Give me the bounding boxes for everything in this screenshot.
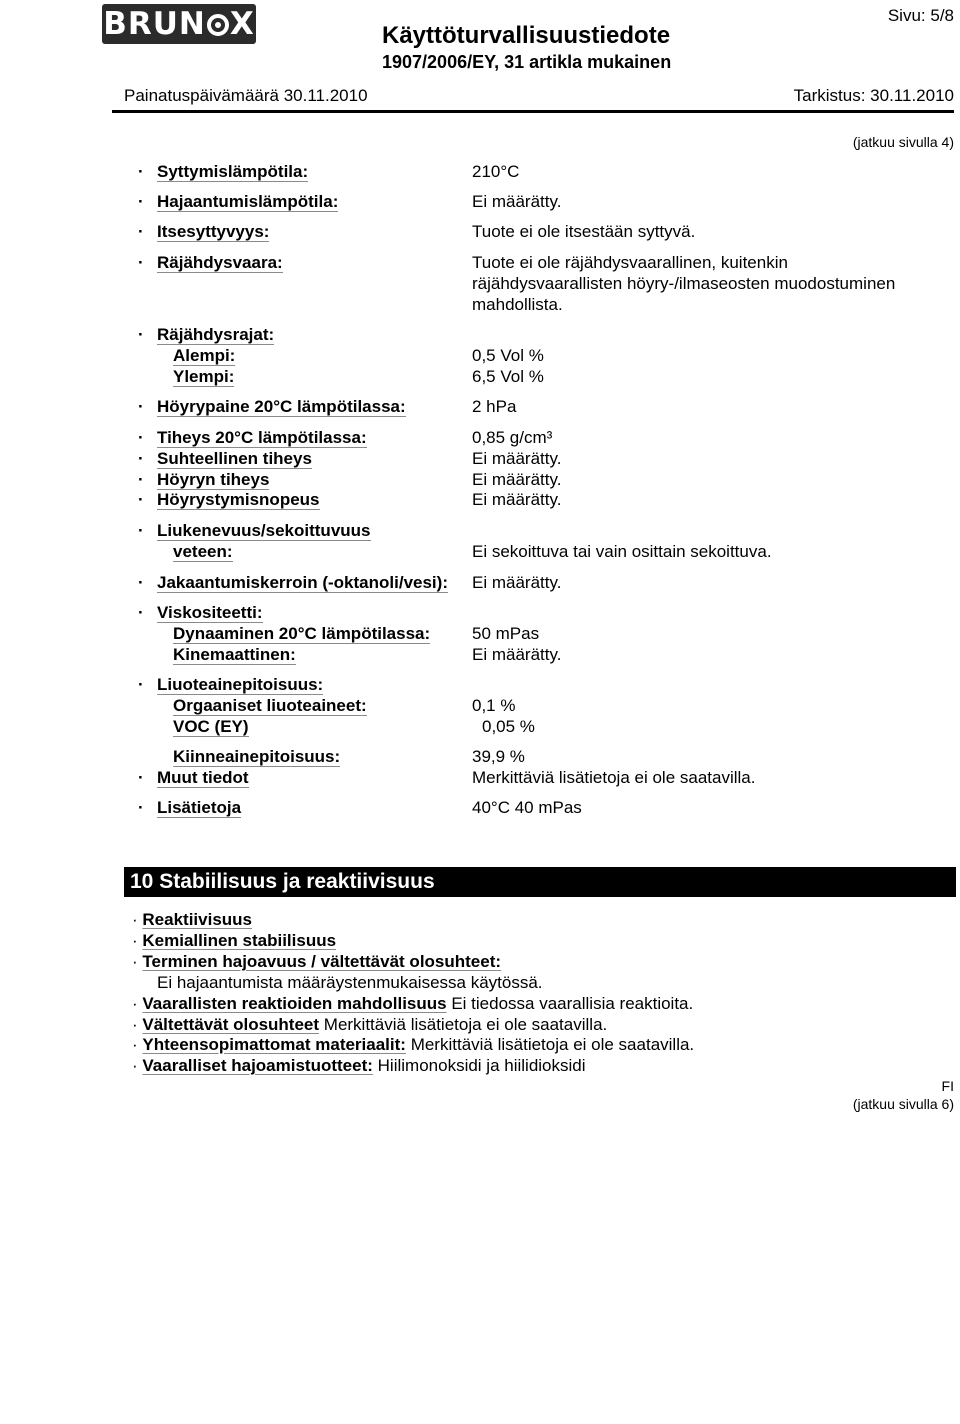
bullet: · [138, 603, 144, 622]
incompatible-materials-label: Yhteensopimattomat materiaalit: [142, 1035, 406, 1054]
partition-coefficient-value: Ei määrätty. [472, 573, 562, 592]
decomposition-products-value: Hiilimonoksidi ja hiilidioksidi [377, 1056, 586, 1075]
section-10-header: 10 Stabiilisuus ja reaktiivisuus [124, 867, 956, 897]
continued-on: (jatkuu sivulla 6) [852, 1096, 954, 1112]
bullet: · [138, 490, 144, 509]
logo-text-x: X [229, 6, 255, 42]
explosion-hazard-value-3: mahdollista. [472, 295, 563, 314]
explosion-hazard-value-1: Tuote ei ole räjähdysvaarallinen, kuitenkin [472, 253, 788, 272]
evaporation-rate-value: Ei määrätty. [472, 490, 562, 509]
vapor-density-label: Höyryn tiheys [157, 470, 270, 489]
partition-coefficient-label: Jakaantumiskerroin (-oktanoli/vesi): [157, 573, 448, 592]
solids-content-value: 39,9 % [472, 747, 525, 766]
conditions-to-avoid-value: Merkittäviä lisätietoja ei ole saatavilla. [323, 1015, 608, 1034]
language-code: FI [941, 1078, 954, 1094]
density-value: 0,85 g/cm³ [472, 428, 553, 447]
list-item [132, 1035, 694, 1055]
bullet: · [132, 1056, 143, 1075]
relative-density-value: Ei määrätty. [472, 449, 562, 468]
header-divider [112, 110, 954, 113]
bullet: · [138, 325, 144, 344]
lower-limit-label: Alempi: [173, 346, 236, 365]
vapor-pressure-label: Höyrypaine 20°C lämpötilassa: [157, 397, 406, 416]
bullet: · [132, 931, 143, 950]
explosion-hazard-value-2: räjähdysvaarallisten höyry-/ilmaseosten muodostuminen [472, 274, 896, 293]
kinematic-viscosity-value: Ei määrätty. [472, 645, 562, 664]
voc-label: VOC (EY) [173, 717, 249, 736]
list-item [132, 1056, 586, 1076]
flash-point-value: 210°C [472, 162, 520, 181]
list-item [132, 931, 336, 951]
explosion-limits-label: Räjähdysrajat: [157, 325, 275, 344]
solubility-label-1: Liukenevuus/sekoittuvuus [157, 521, 371, 540]
dynamic-viscosity-value: 50 mPas [472, 624, 540, 643]
page-number: Sivu: 5/8 [887, 6, 954, 25]
document-title: Käyttöturvallisuustiedote [382, 22, 671, 49]
bullet: · [138, 253, 144, 272]
vapor-density-value: Ei määrätty. [472, 470, 562, 489]
bullet: · [138, 573, 144, 592]
incompatible-materials-value: Merkittäviä lisätietoja ei ole saatavilla. [410, 1035, 695, 1054]
vapor-pressure-value: 2 hPa [472, 397, 517, 416]
brand-logo [102, 4, 256, 44]
relative-density-label: Suhteellinen tiheys [157, 449, 312, 468]
bullet: · [138, 397, 144, 416]
density-label: Tiheys 20°C lämpötilassa: [157, 428, 367, 447]
other-info-value: Merkittäviä lisätietoja ei ole saatavilla. [472, 768, 756, 787]
bullet: · [132, 952, 143, 971]
solids-content-label: Kiinneainepitoisuus: [173, 747, 341, 766]
evaporation-rate-label: Höyrystymisnopeus [157, 490, 320, 509]
logo-ring-icon [207, 14, 229, 36]
bullet: · [138, 449, 144, 468]
dynamic-viscosity-label: Dynaaminen 20°C lämpötilassa: [173, 624, 431, 643]
bullet: · [138, 768, 144, 787]
additional-info-label: Lisätietoja [157, 798, 242, 817]
bullet: · [132, 994, 143, 1013]
bullet: · [138, 192, 144, 211]
reactivity-label: Reaktiivisuus [142, 910, 252, 929]
lower-limit-value: 0,5 Vol % [472, 346, 544, 365]
decomposition-temp-label: Hajaantumislämpötila: [157, 192, 339, 211]
kinematic-viscosity-label: Kinemaattinen: [173, 645, 296, 664]
bullet: · [138, 428, 144, 447]
logo-text-bru: BRUN [103, 6, 206, 42]
bullet: · [138, 162, 144, 181]
thermal-decomposition-value: Ei hajaantumista määräystenmukaisessa käytössä. [157, 973, 543, 992]
upper-limit-label: Ylempi: [173, 367, 235, 386]
list-item [132, 1015, 607, 1035]
other-info-label: Muut tiedot [157, 768, 249, 787]
additional-info-value: 40°C 40 mPas [472, 798, 582, 817]
solvent-content-label: Liuoteainepitoisuus: [157, 675, 324, 694]
decomposition-temp-value: Ei määrätty. [472, 192, 562, 211]
decomposition-products-label: Vaaralliset hajoamistuotteet: [142, 1056, 373, 1075]
list-item [132, 910, 252, 930]
flash-point-label: Syttymislämpötila: [157, 162, 309, 181]
chemical-stability-label: Kemiallinen stabiilisuus [142, 931, 337, 950]
bullet: · [138, 675, 144, 694]
conditions-to-avoid-label: Vältettävät olosuhteet [142, 1015, 320, 1034]
review-date: Tarkistus: 30.11.2010 [793, 86, 954, 105]
bullet: · [132, 1015, 143, 1034]
list-item [132, 994, 693, 1014]
document-subtitle: 1907/2006/EY, 31 artikla mukainen [382, 52, 672, 72]
solubility-label-2: veteen: [173, 542, 233, 561]
bullet: · [138, 470, 144, 489]
continued-from: (jatkuu sivulla 4) [852, 134, 954, 150]
bullet: · [138, 222, 144, 241]
solubility-value: Ei sekoittuva tai vain osittain sekoittuva. [472, 542, 772, 561]
self-ignition-label: Itsesyttyvyys: [157, 222, 270, 241]
upper-limit-value: 6,5 Vol % [472, 367, 544, 386]
bullet: · [138, 521, 144, 540]
bullet: · [138, 798, 144, 817]
hazardous-reactions-value: Ei tiedossa vaarallisia reaktioita. [451, 994, 694, 1013]
thermal-decomposition-label: Terminen hajoavuus / vältettävät olosuhteet: [142, 952, 502, 971]
voc-value: 0,05 % [482, 717, 535, 736]
organic-solvents-label: Orgaaniset liuoteaineet: [173, 696, 367, 715]
organic-solvents-value: 0,1 % [472, 696, 516, 715]
bullet: · [132, 1035, 143, 1054]
explosion-hazard-label: Räjähdysvaara: [157, 253, 283, 272]
viscosity-label: Viskositeetti: [157, 603, 263, 622]
list-item [132, 952, 501, 972]
print-date: Painatuspäivämäärä 30.11.2010 [124, 86, 368, 105]
self-ignition-value: Tuote ei ole itsestään syttyvä. [472, 222, 696, 241]
bullet: · [132, 910, 143, 929]
hazardous-reactions-label: Vaarallisten reaktioiden mahdollisuus [142, 994, 447, 1013]
